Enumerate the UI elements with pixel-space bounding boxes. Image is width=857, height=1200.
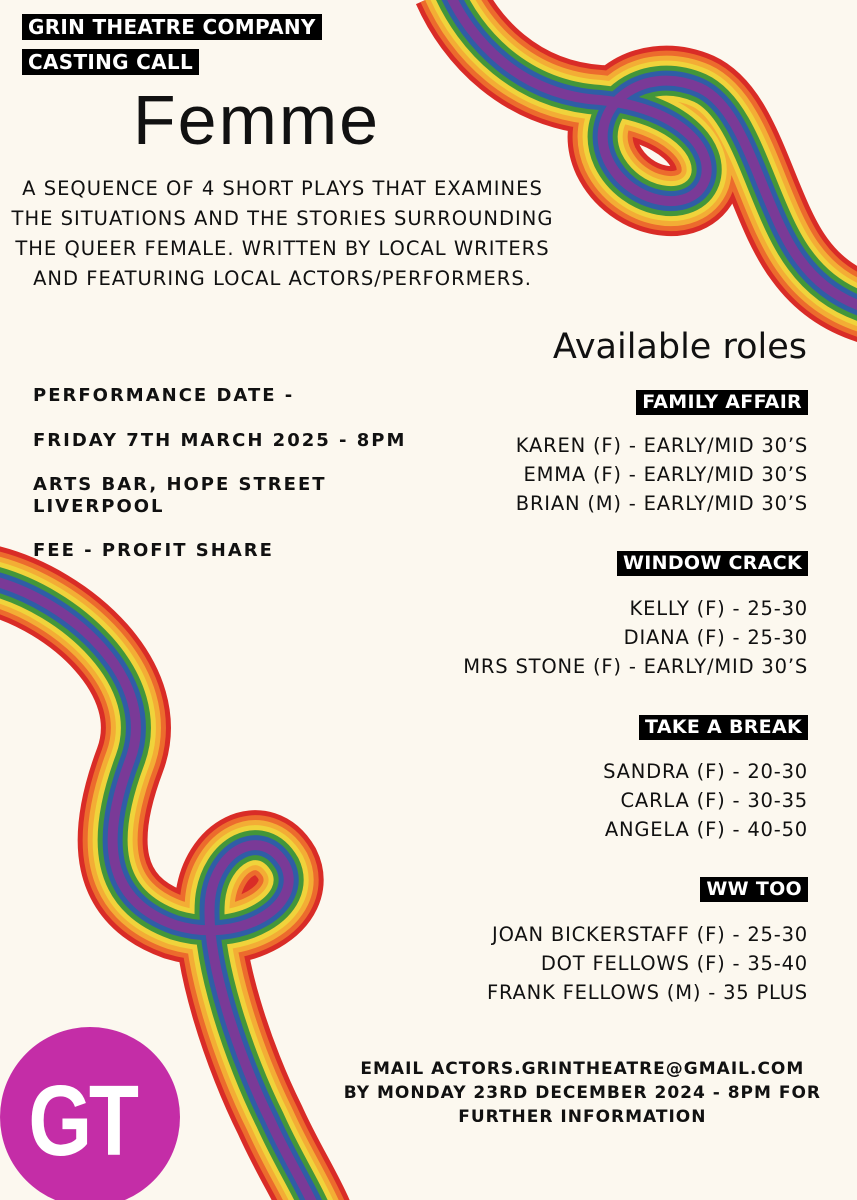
- role-item: EMMA (F) - EARLY/MID 30’S: [523, 463, 808, 486]
- play-title: Femme: [132, 81, 381, 159]
- role-item: FRANK FELLOWS (M) - 35 PLUS: [486, 981, 808, 1004]
- play-name-take-a-break: TAKE A BREAK: [639, 715, 808, 740]
- company-name-label: GRIN THEATRE COMPANY: [22, 14, 322, 40]
- role-item: ANGELA (F) - 40-50: [604, 818, 808, 841]
- fee: FEE - PROFIT SHARE: [33, 540, 274, 561]
- performance-date: FRIDAY 7TH MARCH 2025 - 8PM: [33, 430, 407, 451]
- contact-email-line: EMAIL ACTORS.GRINTHEATRE@GMAIL.COM: [360, 1059, 805, 1079]
- role-item: DOT FELLOWS (F) - 35-40: [540, 952, 808, 975]
- casting-call-label: CASTING CALL: [22, 49, 199, 75]
- role-item: JOAN BICKERSTAFF (F) - 25-30: [492, 923, 808, 946]
- available-roles-heading: Available roles: [552, 327, 807, 367]
- play-name-window-crack: WINDOW CRACK: [617, 551, 808, 576]
- role-item: SANDRA (F) - 20-30: [603, 760, 808, 783]
- role-item: KELLY (F) - 25-30: [629, 597, 808, 620]
- role-item: MRS STONE (F) - EARLY/MID 30’S: [463, 655, 808, 678]
- play-name-ww-too: WW TOO: [700, 877, 808, 902]
- role-item: KAREN (F) - EARLY/MID 30’S: [515, 434, 808, 457]
- role-item: BRIAN (M) - EARLY/MID 30’S: [515, 492, 808, 515]
- logo-text: GT: [28, 1065, 136, 1177]
- show-description: A SEQUENCE OF 4 SHORT PLAYS THAT EXAMINES THE SITUATIONS AND THE STORIES SURROUNDING THE QUEER FEMALE. WRITTEN BY LOCAL WRITERS AND FEATURING LOCAL ACTORS/PERFORMERS.: [11, 177, 554, 290]
- performance-date-label: PERFORMANCE DATE -: [33, 385, 295, 406]
- role-item: DIANA (F) - 25-30: [623, 626, 808, 649]
- play-name-family-affair: FAMILY AFFAIR: [636, 390, 808, 415]
- contact-deadline-line: BY MONDAY 23RD DECEMBER 2024 - 8PM FOR: [343, 1083, 821, 1103]
- grin-theatre-logo: [0, 1027, 180, 1200]
- role-item: CARLA (F) - 30-35: [620, 789, 808, 812]
- contact-info-line: FURTHER INFORMATION: [458, 1107, 707, 1127]
- contact-info: [344, 1057, 821, 1129]
- venue: ARTS BAR, HOPE STREET LIVERPOOL: [33, 474, 327, 517]
